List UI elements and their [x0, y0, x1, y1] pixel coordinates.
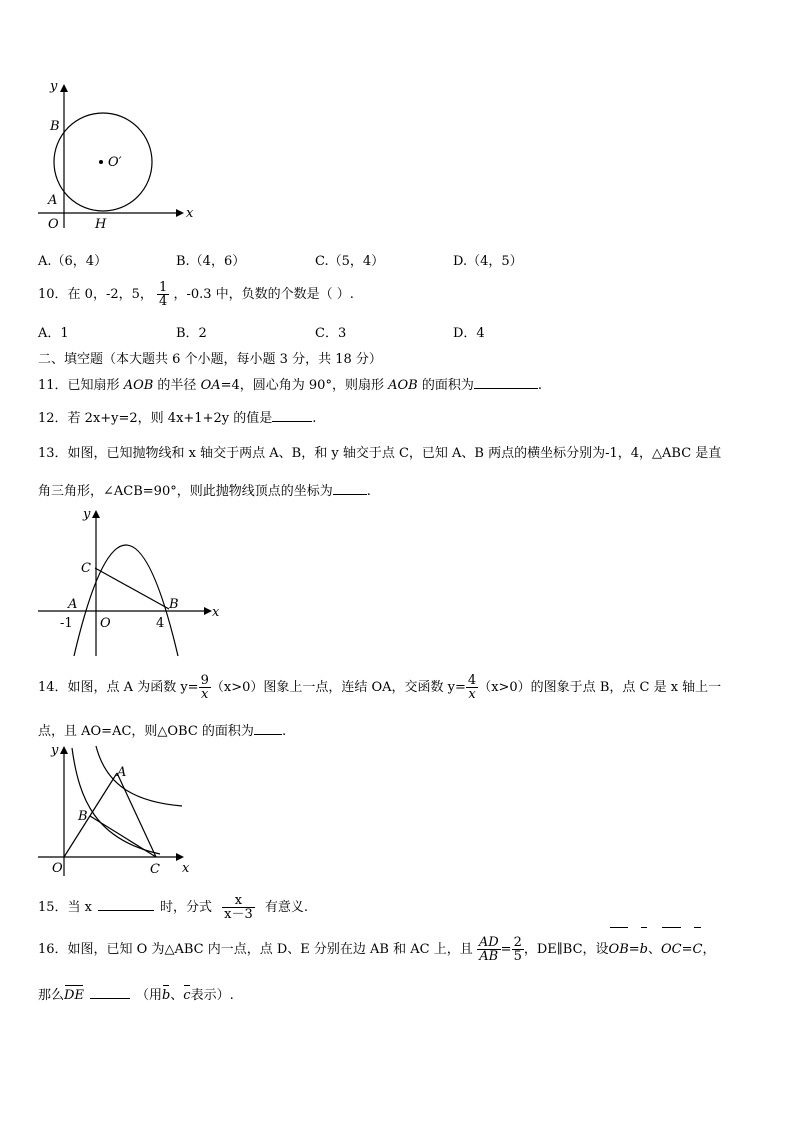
q10-option-c[interactable]: C．3	[315, 326, 347, 341]
q13-figure	[34, 506, 224, 662]
q15-blank[interactable]	[98, 898, 154, 911]
svg-text:y: y	[50, 79, 58, 94]
svg-text:x: x	[186, 206, 194, 221]
q10-option-b[interactable]: B．2	[176, 326, 207, 341]
svg-text:C: C	[81, 561, 91, 576]
q13-line1: 13．如图，已知抛物线和 x 轴交于两点 A、B，和 y 轴交于点 C，已知 A、B 两点的横坐标分别为-1，4，△ABC 是直	[38, 446, 722, 461]
svg-text:O: O	[48, 217, 59, 232]
svg-text:B: B	[78, 809, 88, 824]
svg-text:x: x	[182, 861, 190, 876]
svg-text:-1: -1	[60, 616, 73, 631]
q10-option-a[interactable]: A．1	[38, 326, 69, 341]
q13-blank[interactable]	[333, 482, 367, 495]
q16-blank[interactable]	[90, 986, 130, 999]
q14-line2: 点，且 AO=AC，则△OBC 的面积为 .	[38, 724, 287, 739]
svg-text:B: B	[169, 597, 179, 612]
svg-text:A: A	[68, 597, 78, 612]
q10-option-d[interactable]: D．4	[453, 326, 485, 341]
svg-text:C: C	[150, 862, 160, 877]
q9-option-b[interactable]: B.（4，6）	[176, 254, 246, 269]
svg-text:B: B	[50, 119, 60, 134]
q14-figure	[34, 740, 194, 882]
svg-text:A: A	[48, 193, 58, 208]
svg-text:x: x	[212, 605, 220, 620]
q16-line1: 16．如图，已知 O 为△ABC 内一点，点 D、E 分别在边 AB 和 AC 上，且 $\frac{AD}{AB}$ = $\frac{2}{5}$ ，DE∥BC，设OB=b、OC=C，	[38, 930, 715, 970]
svg-text:O: O	[52, 861, 63, 876]
q9-option-c[interactable]: C.（5，4）	[315, 254, 385, 269]
svg-text:4: 4	[156, 616, 165, 631]
svg-text:O′: O′	[108, 155, 122, 170]
q9-figure	[34, 78, 194, 238]
q11: 11．已知扇形 AOB 的半径 OA=4，圆心角为 90°，则扇形 AOB 的面积为 .	[38, 378, 542, 393]
svg-text:O: O	[100, 616, 111, 631]
q11-blank[interactable]	[474, 376, 538, 389]
svg-text:y: y	[83, 507, 91, 522]
q12-blank[interactable]	[272, 409, 312, 422]
svg-text:H: H	[95, 217, 107, 232]
q16-line2: 那么DE （用b、c表示）.	[38, 988, 234, 1003]
q9-option-a[interactable]: A.（6，4）	[38, 254, 108, 269]
q14-line1: 14．如图，点 A 为函数 y= $\frac{9}{x}$ （x>0）图象上一点，连结 OA，交函数 y= $\frac{4}{x}$ （x>0）的图象于点 B，点 C 是 x 轴上一	[38, 673, 722, 702]
q10-stem: 10．在 0，-2，5， $\frac{1}{4}$ ，-0.3 中，负数的个数是（ ）.	[38, 280, 354, 309]
svg-text:A: A	[117, 765, 127, 780]
section-heading: 二、填空题（本大题共 6 个小题，每小题 3 分，共 18 分）	[38, 352, 382, 367]
svg-text:y: y	[51, 743, 59, 758]
q15: 15．当 x 时，分式 $\frac{x}{x-3}$ 有意义.	[38, 893, 309, 922]
q13-line2: 角三角形，∠ACB=90°，则此抛物线顶点的坐标为 .	[38, 484, 371, 499]
q12: 12．若 2x+y=2，则 4x+1+2y 的值是 .	[38, 411, 317, 426]
q14-blank[interactable]	[254, 722, 282, 735]
q9-option-d[interactable]: D.（4，5）	[453, 254, 523, 269]
